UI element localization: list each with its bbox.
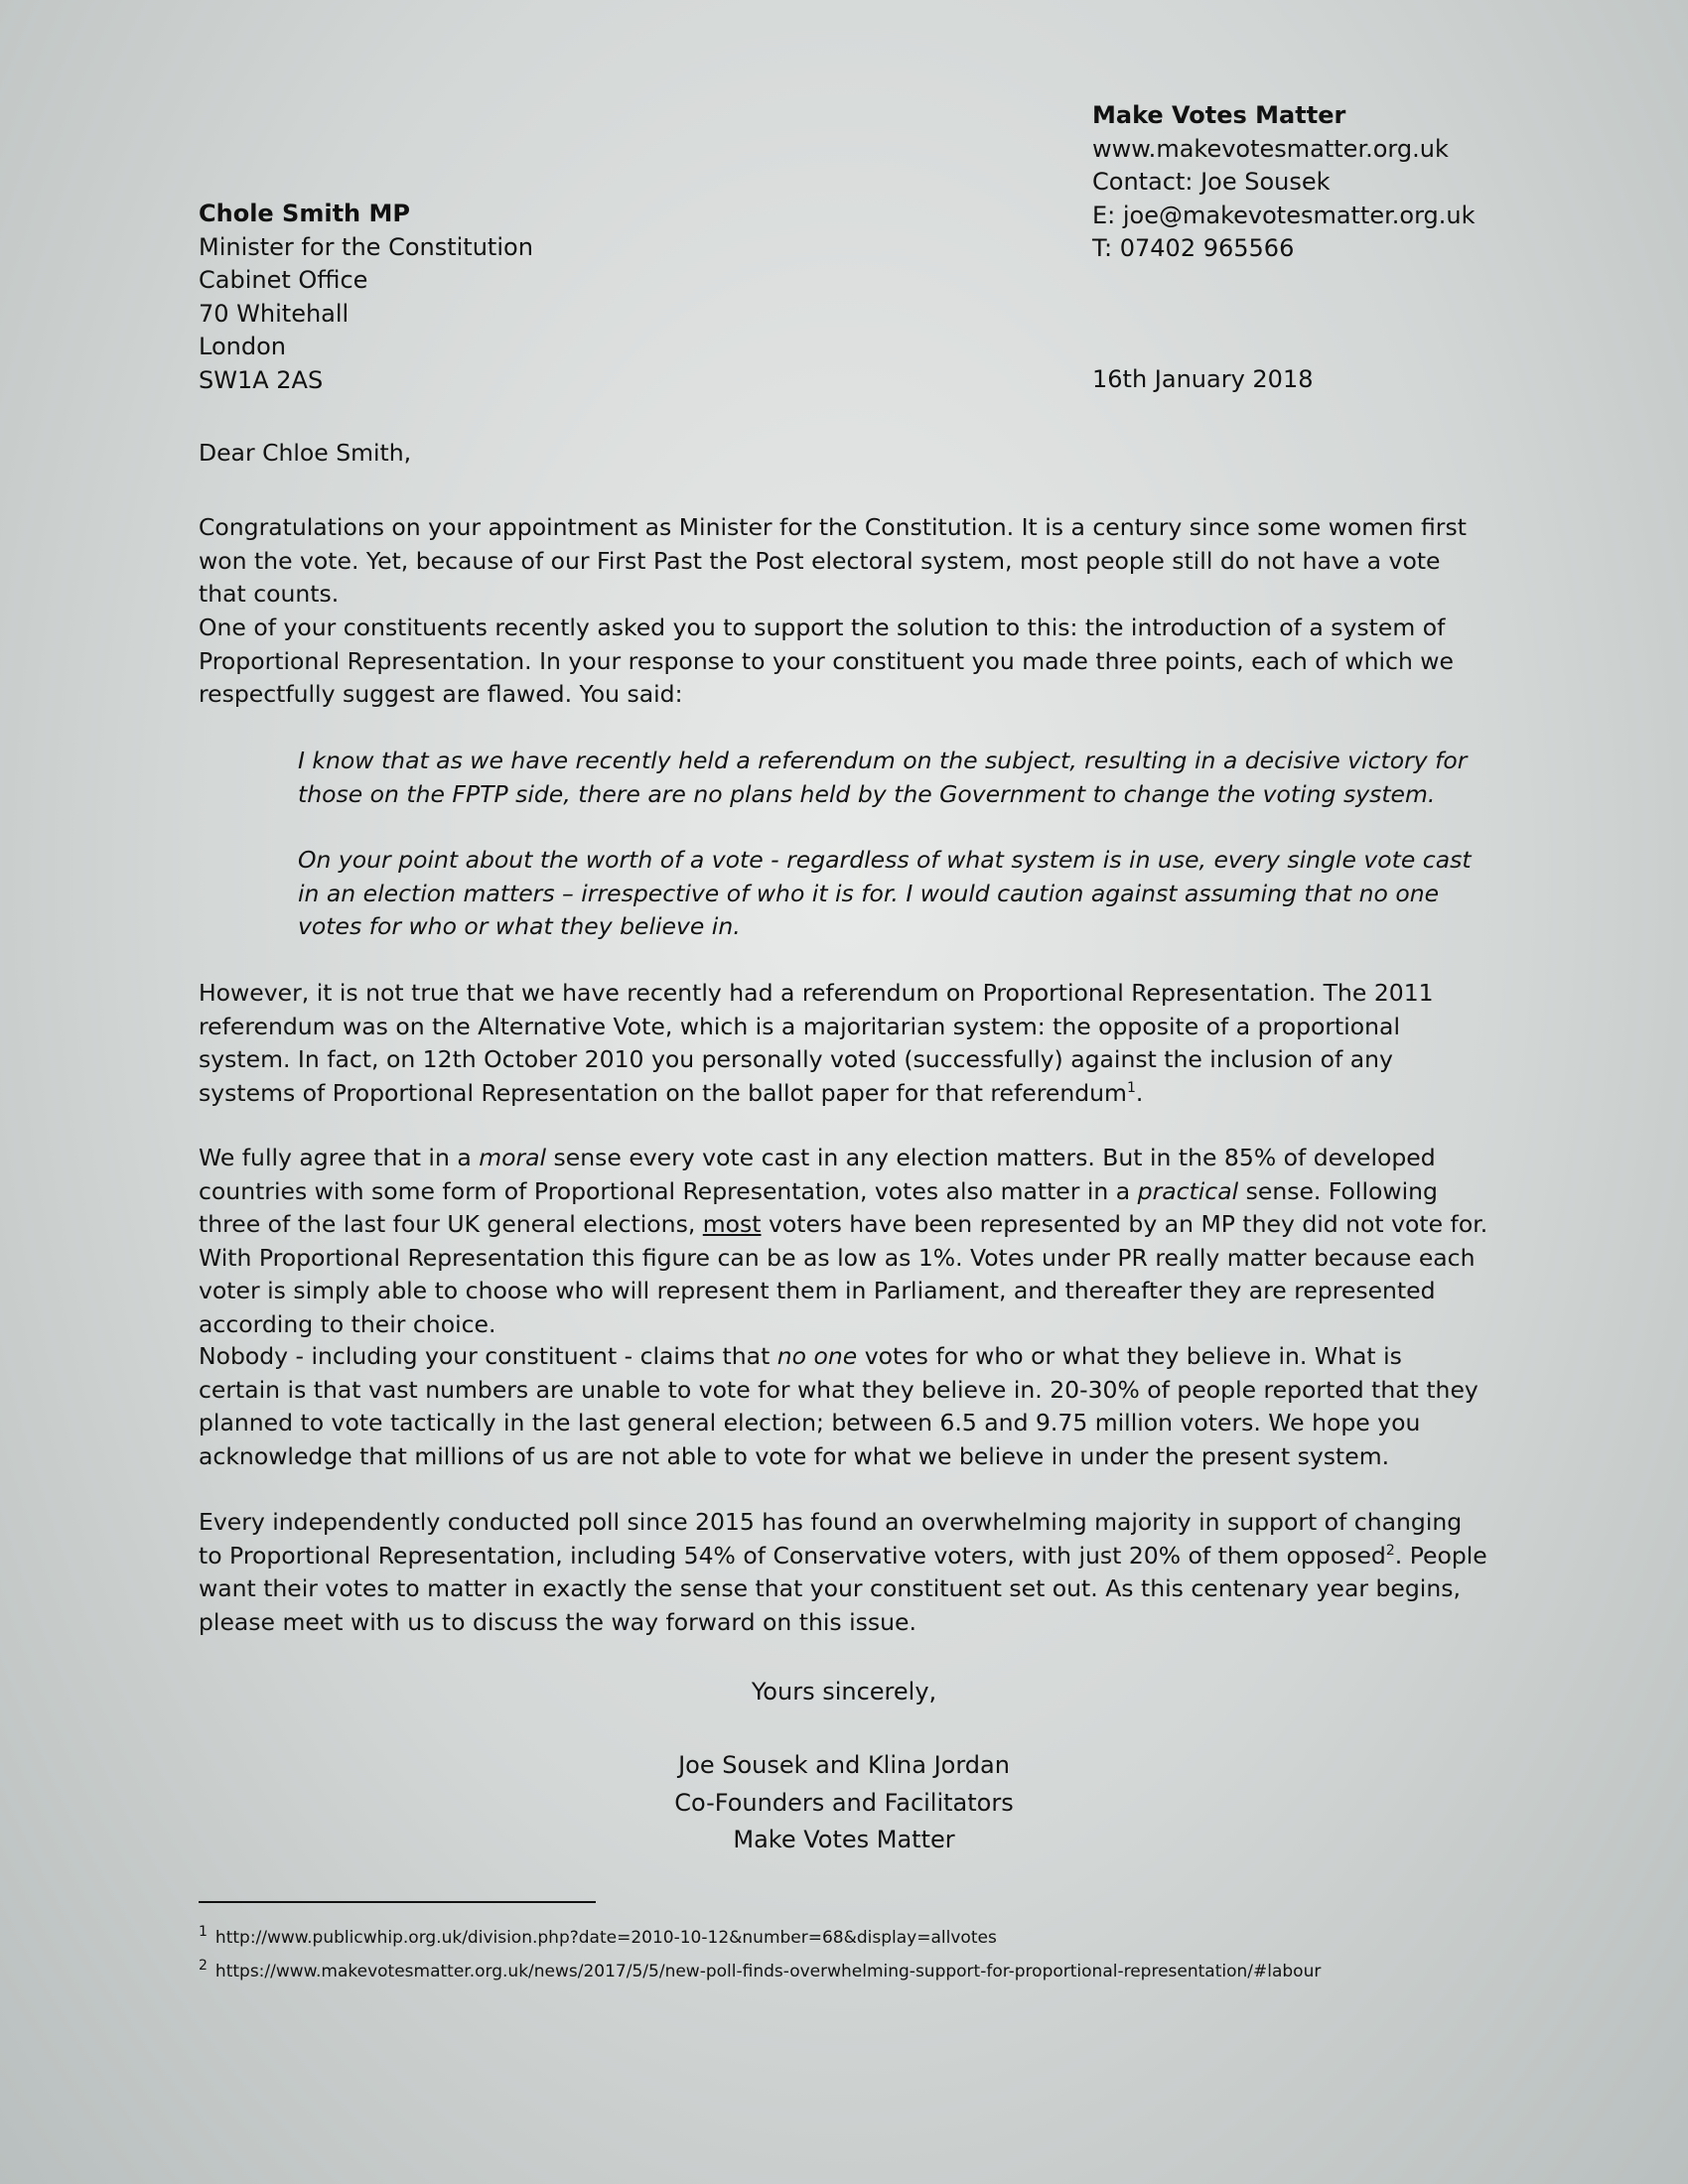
sender-contact: Contact: Joe Sousek bbox=[1092, 168, 1331, 196]
paragraph-4-a: We fully agree that in a bbox=[199, 1144, 480, 1171]
paragraph-3 bbox=[199, 977, 1489, 1110]
paragraph-6 bbox=[199, 1506, 1489, 1639]
paragraph-5-noone: no one bbox=[776, 1342, 858, 1370]
recipient-block bbox=[199, 198, 533, 397]
recipient-street: 70 Whitehall bbox=[199, 299, 350, 328]
footnote-2 bbox=[199, 1955, 1489, 1988]
quote-1: I know that as we have recently held a referendum on the subject, resulting in a decisive victory for those on the FPTP side, there are no plans held by the Government to change the voting system. bbox=[298, 747, 1468, 808]
quote-2: On your point about the worth of a vote - regardless of what system is in use, every single vote cast in an election matters – irrespective of who it is for. I would caution against assuming that no one votes for who or what they believe in. bbox=[298, 846, 1472, 940]
recipient-name: Chole Smith MP bbox=[199, 200, 410, 227]
paragraph-2 bbox=[199, 612, 1489, 712]
signature-org: Make Votes Matter bbox=[733, 1826, 955, 1853]
paragraph-4-moral: moral bbox=[479, 1144, 547, 1171]
paragraph-3-text: However, it is not true that we have recently had a referendum on Proportional Representation. The 2011 referendum was on the Alternative Vote, which is a majoritarian system: the opposite of a proportional system. In fact, on 12th October 2010 you personally voted (successfully) against the inclusion of any systems of Proportional Representation on the ballot paper for that referendum bbox=[199, 979, 1434, 1107]
paragraph-1-text: Congratulations on your appointment as Minister for the Constitution. It is a century since some women first won the vote. Yet, because of our First Past the Post electoral system, most people still do not have a vote that counts. bbox=[199, 513, 1467, 608]
paragraph-4 bbox=[199, 1142, 1489, 1341]
footnote-divider bbox=[199, 1901, 596, 1903]
sender-org: Make Votes Matter bbox=[1092, 101, 1346, 129]
recipient-postcode: SW1A 2AS bbox=[199, 365, 324, 394]
sender-phone: T: 07402 965566 bbox=[1092, 234, 1295, 262]
footnote-1 bbox=[199, 1921, 1489, 1955]
signature-role: Co-Founders and Facilitators bbox=[674, 1788, 1014, 1817]
sender-email: E: joe@makevotesmatter.org.uk bbox=[1092, 201, 1476, 229]
paragraph-4-c: sense. Following three of the last four UK general elections, bbox=[199, 1176, 1438, 1238]
signature-block bbox=[496, 1747, 1192, 1859]
footnote-ref-2: 2 bbox=[1385, 1542, 1395, 1559]
paragraph-1 bbox=[199, 511, 1489, 612]
paragraph-6-a: Every independently conducted poll since 2015 has found an overwhelming majority in support of changing to Proportional Representation, including 54% of Conservative voters, with just 20% of them opposed bbox=[199, 1508, 1463, 1570]
footnote-ref-1: 1 bbox=[1126, 1079, 1136, 1096]
footnote-2-link[interactable]: https://www.makevotesmatter.org.uk/news/2017/5/5/new-poll-finds-overwhelming-support-for-proportional-representation/#labour bbox=[214, 1962, 1322, 1981]
footnote-2-number: 2 bbox=[199, 1958, 208, 1975]
paragraph-5-b: votes for who or what they believe in. What is certain is that vast numbers are unable to vote for what they believe in. 20-30% of people reported that they planned to vote tactically in the last general election; between 6.5 and 9.75 million voters. We hope you acknowledge that millions of us are not able to vote for what we believe in under the present system. bbox=[199, 1342, 1478, 1470]
paragraph-2-text: One of your constituents recently asked you to support the solution to this: the introduction of a system of Proportional Representation. In your response to your constituent you made three points, each of which we respectfully suggest are flawed. You said: bbox=[199, 614, 1454, 708]
sender-website: www.makevotesmatter.org.uk bbox=[1092, 134, 1449, 163]
paragraph-6-b: . People want their votes to matter in exactly the sense that your constituent set out. As this centenary year begins, please meet with us to discuss the way forward on this issue. bbox=[199, 1541, 1487, 1636]
letter-date: 16th January 2018 bbox=[1092, 365, 1314, 393]
paragraph-4-most: most bbox=[702, 1210, 762, 1238]
recipient-office: Cabinet Office bbox=[199, 266, 368, 294]
recipient-city: London bbox=[199, 333, 286, 360]
sender-block bbox=[1092, 99, 1476, 266]
signoff: Yours sincerely, bbox=[751, 1678, 937, 1706]
salutation: Dear Chloe Smith, bbox=[199, 439, 412, 467]
paragraph-5-a: Nobody - including your constituent - claims that bbox=[199, 1342, 777, 1370]
signature-names: Joe Sousek and Klina Jordan bbox=[678, 1751, 1010, 1779]
footnotes bbox=[199, 1921, 1489, 1988]
footnote-1-number: 1 bbox=[199, 1924, 208, 1941]
recipient-title: Minister for the Constitution bbox=[199, 232, 533, 261]
paragraph-5 bbox=[199, 1340, 1489, 1473]
footnote-1-link[interactable]: http://www.publicwhip.org.uk/division.php?date=2010-10-12&number=68&display=allvotes bbox=[214, 1928, 997, 1948]
paragraph-4-practical: practical bbox=[1137, 1176, 1239, 1205]
paragraph-3-end: . bbox=[1135, 1078, 1144, 1107]
paragraph-4-d: voters have been represented by an MP they did not vote for. With Proportional Representation this figure can be as low as 1%. Votes under PR really matter because each voter is simply able to choose who will represent them in Parliament, and thereafter they are represented according to their choice. bbox=[199, 1210, 1488, 1338]
paragraph-4-b: sense every vote cast in any election matters. But in the 85% of developed countries with some form of Proportional Representation, votes also matter in a bbox=[199, 1144, 1436, 1205]
